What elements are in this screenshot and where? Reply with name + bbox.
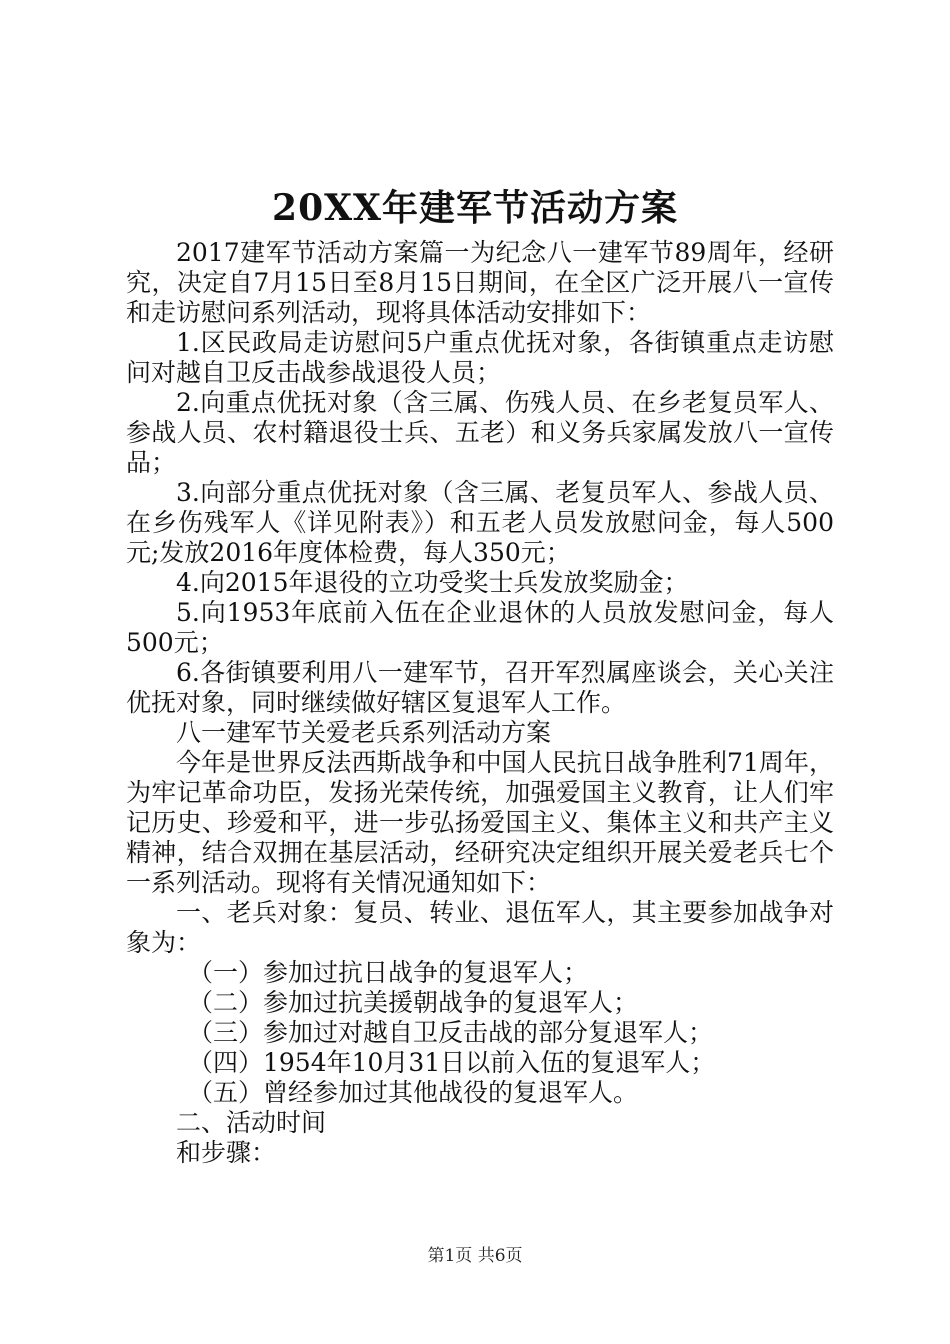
paragraph-veteran-targets: 一、老兵对象：复员、转业、退伍军人，其主要参加战争对象为： [126, 898, 834, 957]
document-body [126, 238, 834, 1168]
paragraph-item-6: 6.各街镇要利用八一建军节，召开军烈属座谈会，关心关注优抚对象，同时继续做好辖区复退军人工作。 [126, 658, 834, 717]
document-title: 20XX年建军节活动方案 [272, 187, 678, 229]
section-heading-steps: 和步骤： [176, 1138, 277, 1167]
page-number: 第1页 共6页 [427, 1246, 523, 1266]
paragraph-background: 今年是世界反法西斯战争和中国人民抗日战争胜利71周年，为牢记革命功臣，发扬光荣传统，加强爱国主义教育，让人们牢记历史、珍爱和平，进一步弘扬爱国主义、集体主义和共产主义精神，结合双拥在基层活动，经研究决定组织开展关爱老兵七个一系列活动。现将有关情况通知如下： [126, 748, 834, 897]
list-item: （三）参加过对越自卫反击战的部分复退军人； [188, 1018, 714, 1047]
paragraph-item-4: 4.向2015年退役的立功受奖士兵发放奖励金； [176, 568, 689, 597]
paragraph-item-2: 2.向重点优抚对象（含三属、伤残人员、在乡老复员军人、参战人员、农村籍退役士兵、五老）和义务兵家属发放八一宣传品； [126, 388, 834, 477]
list-item: （一）参加过抗日战争的复退军人； [188, 958, 589, 987]
paragraph-item-1: 1.区民政局走访慰问5户重点优抚对象，各街镇重点走访慰问对越自卫反击战参战退役人员； [126, 328, 834, 387]
list-item: （二）参加过抗美援朝战争的复退军人； [188, 988, 639, 1017]
paragraph-item-3: 3.向部分重点优抚对象（含三属、老复员军人、参战人员、在乡伤残军人《详见附表》）和五老人员发放慰问金，每人500元;发放2016年度体检费，每人350元； [126, 478, 834, 567]
section-heading-time: 二、活动时间 [176, 1108, 327, 1137]
section-heading: 八一建军节关爱老兵系列活动方案 [176, 718, 552, 747]
paragraph-intro: 2017建军节活动方案篇一为纪念八一建军节89周年，经研究，决定自7月15日至8月15日期间，在全区广泛开展八一宣传和走访慰问系列活动，现将具体活动安排如下： [126, 238, 834, 327]
paragraph-item-5: 5.向1953年底前入伍在企业退休的人员放发慰问金，每人500元； [126, 598, 834, 657]
list-item: （四）1954年10月31日以前入伍的复退军人； [188, 1048, 716, 1077]
list-item: （五）曾经参加过其他战役的复退军人。 [188, 1078, 639, 1107]
